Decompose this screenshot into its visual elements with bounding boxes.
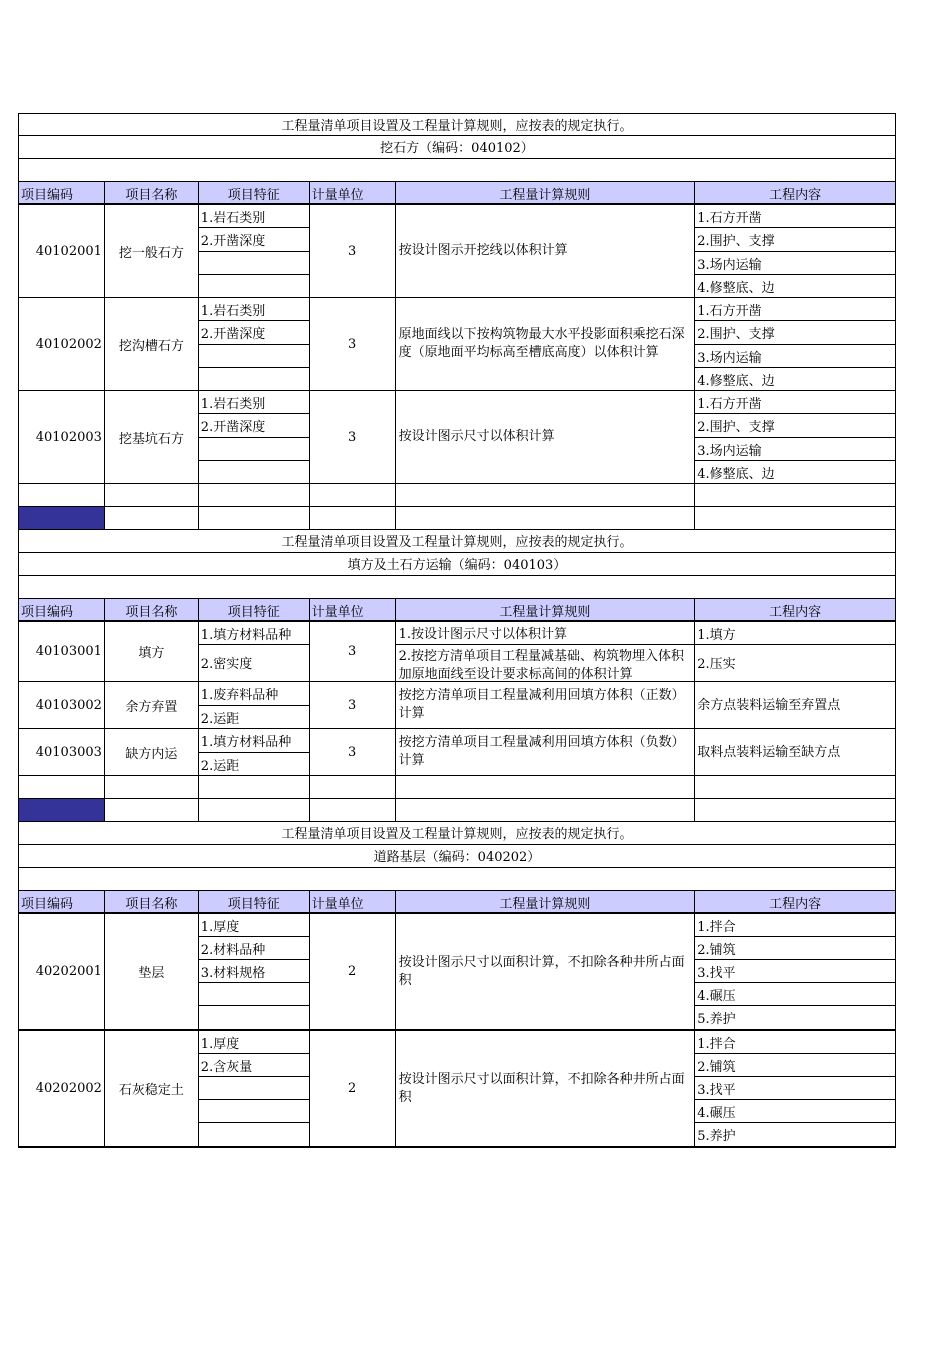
item-code: 40102003 (19, 391, 105, 483)
empty-cell (105, 507, 199, 529)
header-features: 项目特征 (199, 182, 310, 203)
rule-note-row (18, 822, 896, 845)
item-rule: 按挖方清单项目工程量减利用回填方体积（负数）计算 (396, 729, 696, 775)
content: 3.场内运输 (695, 345, 895, 368)
item-contents (695, 1031, 896, 1146)
header-content: 工程内容 (695, 182, 896, 203)
content: 1.石方开凿 (695, 298, 895, 321)
header-rule: 工程量计算规则 (396, 182, 696, 203)
feature: 1.岩石类别 (199, 298, 309, 321)
header-row (18, 891, 896, 914)
section-title: 挖石方（编码：040102） (380, 141, 534, 156)
content: 2.围护、支撑 (695, 228, 895, 252)
blank-row (18, 159, 896, 182)
content: 4.修整底、边 (697, 374, 775, 389)
empty-cell (310, 776, 396, 798)
empty-cell (310, 484, 396, 506)
item-rule: 原地面线以下按构筑物最大水平投影面积乘挖石深度（原地面平均标高至槽底高度）以体积计算 (396, 298, 696, 390)
feature (199, 983, 309, 1006)
content: 取料点装料运输至缺方点 (697, 745, 841, 760)
item-unit: 2 (310, 1031, 396, 1146)
feature (199, 368, 309, 391)
feature: 2.含灰量 (199, 1054, 309, 1077)
feature: 1.填方材料品种 (199, 622, 309, 645)
item-features (199, 622, 310, 681)
item-unit: 2 (310, 914, 396, 1029)
item-code: 40102002 (19, 298, 105, 390)
rule-note-row (18, 113, 896, 136)
item-name: 缺方内运 (105, 729, 199, 775)
content: 4.修整底、边 (697, 467, 775, 482)
item-code: 40103003 (19, 729, 105, 775)
content: 5.养护 (697, 1129, 736, 1144)
item-code: 40103001 (19, 622, 105, 681)
content: 3.场内运输 (695, 252, 895, 275)
feature: 2.材料品种 (199, 937, 309, 960)
empty-cell (310, 799, 396, 821)
item-code: 40102001 (19, 205, 105, 297)
header-name: 项目名称 (105, 182, 199, 203)
content: 3.场内运输 (695, 438, 895, 461)
table-row (18, 622, 896, 682)
empty-cell (19, 776, 105, 798)
header-features: 项目特征 (199, 891, 310, 912)
item-unit: 3 (310, 622, 396, 681)
item-unit: 3 (310, 298, 396, 390)
item-name: 余方弃置 (105, 682, 199, 728)
table-row (18, 1031, 896, 1148)
rule-line: 1.按设计图示尺寸以体积计算 (396, 622, 695, 645)
header-rule: 工程量计算规则 (396, 599, 696, 620)
rule-note: 工程量清单项目设置及工程量计算规则，应按表的规定执行。 (281, 119, 633, 134)
feature: 3.材料规格 (199, 960, 309, 983)
content: 2.铺筑 (695, 937, 895, 960)
item-features (199, 729, 310, 775)
header-content: 工程内容 (695, 599, 896, 620)
item-rule: 按挖方清单项目工程量减利用回填方体积（正数）计算 (396, 682, 696, 728)
item-unit: 3 (310, 729, 396, 775)
empty-cell (105, 484, 199, 506)
item-contents (695, 391, 896, 483)
rule-note: 工程量清单项目设置及工程量计算规则，应按表的规定执行。 (281, 535, 633, 550)
content: 4.碾压 (695, 1100, 895, 1123)
item-name: 挖基坑石方 (105, 391, 199, 483)
content: 5.养护 (697, 1012, 736, 1027)
content: 3.找平 (695, 1077, 895, 1100)
feature: 2.密实度 (200, 657, 253, 672)
content: 2.压实 (697, 657, 736, 672)
item-features (199, 914, 310, 1029)
empty-cell (310, 507, 396, 529)
header-code: 项目编码 (19, 182, 105, 203)
item-contents (695, 622, 896, 681)
selected-row (18, 799, 896, 822)
item-name: 石灰稳定土 (105, 1031, 199, 1146)
item-unit: 3 (310, 682, 396, 728)
empty-cell (19, 484, 105, 506)
header-code: 项目编码 (19, 891, 105, 912)
selected-cell[interactable] (19, 799, 105, 821)
content: 3.找平 (695, 960, 895, 983)
empty-cell (396, 484, 696, 506)
content: 1.填方 (695, 622, 895, 645)
blank-row (18, 868, 896, 891)
feature (199, 461, 309, 484)
empty-cell (695, 507, 896, 529)
table-row (18, 298, 896, 391)
spreadsheet (18, 113, 896, 1148)
selected-cell[interactable] (19, 507, 105, 529)
empty-cell (695, 776, 896, 798)
header-unit: 计量单位 (310, 182, 396, 203)
header-rule: 工程量计算规则 (396, 891, 696, 912)
header-features: 项目特征 (199, 599, 310, 620)
empty-cell (396, 507, 696, 529)
content: 4.修整底、边 (697, 281, 775, 296)
section-title-row (18, 553, 896, 576)
item-features (199, 298, 310, 390)
feature: 1.岩石类别 (199, 205, 309, 228)
item-code: 40202001 (19, 914, 105, 1029)
header-content: 工程内容 (695, 891, 896, 912)
empty-cell (105, 799, 199, 821)
item-features (199, 205, 310, 297)
rule-line: 2.按挖方清单项目工程量减基础、构筑物埋入体积加原地面线至设计要求标高间的体积计算 (398, 649, 684, 681)
item-features (199, 1031, 310, 1146)
header-unit: 计量单位 (310, 599, 396, 620)
item-unit: 3 (310, 391, 396, 483)
header-code: 项目编码 (19, 599, 105, 620)
selected-row (18, 507, 896, 530)
empty-cell (199, 776, 310, 798)
empty-cell (396, 776, 696, 798)
empty-cell (105, 776, 199, 798)
table-row (18, 391, 896, 484)
empty-cell (396, 799, 696, 821)
content: 1.石方开凿 (695, 391, 895, 414)
item-name: 垫层 (105, 914, 199, 1029)
feature: 1.废弃料品种 (199, 682, 309, 706)
feature: 2.开凿深度 (199, 228, 309, 252)
feature (199, 1123, 309, 1146)
table-row (18, 729, 896, 776)
item-features (199, 682, 310, 728)
content: 1.拌合 (695, 914, 895, 937)
feature: 1.厚度 (199, 1031, 309, 1054)
item-contents (695, 682, 896, 728)
header-name: 项目名称 (105, 891, 199, 912)
table-row (18, 205, 896, 298)
item-contents (695, 914, 896, 1029)
feature: 1.厚度 (199, 914, 309, 937)
content: 余方点装料运输至弃置点 (697, 698, 841, 713)
section-title-row (18, 136, 896, 159)
item-contents (695, 729, 896, 775)
feature: 2.运距 (200, 712, 240, 727)
item-name: 挖一般石方 (105, 205, 199, 297)
feature: 1.岩石类别 (199, 391, 309, 414)
item-rule: 按设计图示尺寸以体积计算 (396, 391, 696, 483)
feature: 2.运距 (200, 759, 240, 774)
section-title-row (18, 845, 896, 868)
empty-cell (695, 799, 896, 821)
content: 2.围护、支撑 (695, 414, 895, 438)
content: 4.碾压 (695, 983, 895, 1006)
content: 2.铺筑 (695, 1054, 895, 1077)
item-contents (695, 298, 896, 390)
item-contents (695, 205, 896, 297)
empty-cell (199, 507, 310, 529)
rule-note-row (18, 530, 896, 553)
feature (199, 1006, 309, 1029)
empty-cell (695, 484, 896, 506)
empty-row (18, 776, 896, 799)
feature (199, 275, 309, 298)
item-rule (396, 622, 696, 681)
item-unit: 3 (310, 205, 396, 297)
section-title: 道路基层（编码：040202） (373, 850, 541, 865)
feature (199, 252, 309, 275)
feature (199, 1100, 309, 1123)
item-rule: 按设计图示尺寸以面积计算，不扣除各种井所占面积 (396, 1031, 696, 1146)
item-code: 40202002 (19, 1031, 105, 1146)
content: 2.围护、支撑 (695, 321, 895, 345)
feature: 2.开凿深度 (199, 414, 309, 438)
section-title: 填方及土石方运输（编码：040103） (347, 558, 567, 573)
item-name: 挖沟槽石方 (105, 298, 199, 390)
item-code: 40103002 (19, 682, 105, 728)
empty-cell (199, 799, 310, 821)
feature (199, 438, 309, 461)
feature: 1.填方材料品种 (199, 729, 309, 753)
table-row (18, 682, 896, 729)
header-row (18, 182, 896, 205)
content: 1.石方开凿 (695, 205, 895, 228)
item-rule: 按设计图示开挖线以体积计算 (396, 205, 696, 297)
content: 1.拌合 (695, 1031, 895, 1054)
feature (199, 345, 309, 368)
rule-note: 工程量清单项目设置及工程量计算规则，应按表的规定执行。 (281, 827, 633, 842)
feature (199, 1077, 309, 1100)
blank-row (18, 576, 896, 599)
feature: 2.开凿深度 (199, 321, 309, 345)
item-features (199, 391, 310, 483)
empty-cell (199, 484, 310, 506)
header-name: 项目名称 (105, 599, 199, 620)
header-unit: 计量单位 (310, 891, 396, 912)
item-rule: 按设计图示尺寸以面积计算，不扣除各种井所占面积 (396, 914, 696, 1029)
header-row (18, 599, 896, 622)
item-name: 填方 (105, 622, 199, 681)
empty-row (18, 484, 896, 507)
table-row (18, 914, 896, 1031)
